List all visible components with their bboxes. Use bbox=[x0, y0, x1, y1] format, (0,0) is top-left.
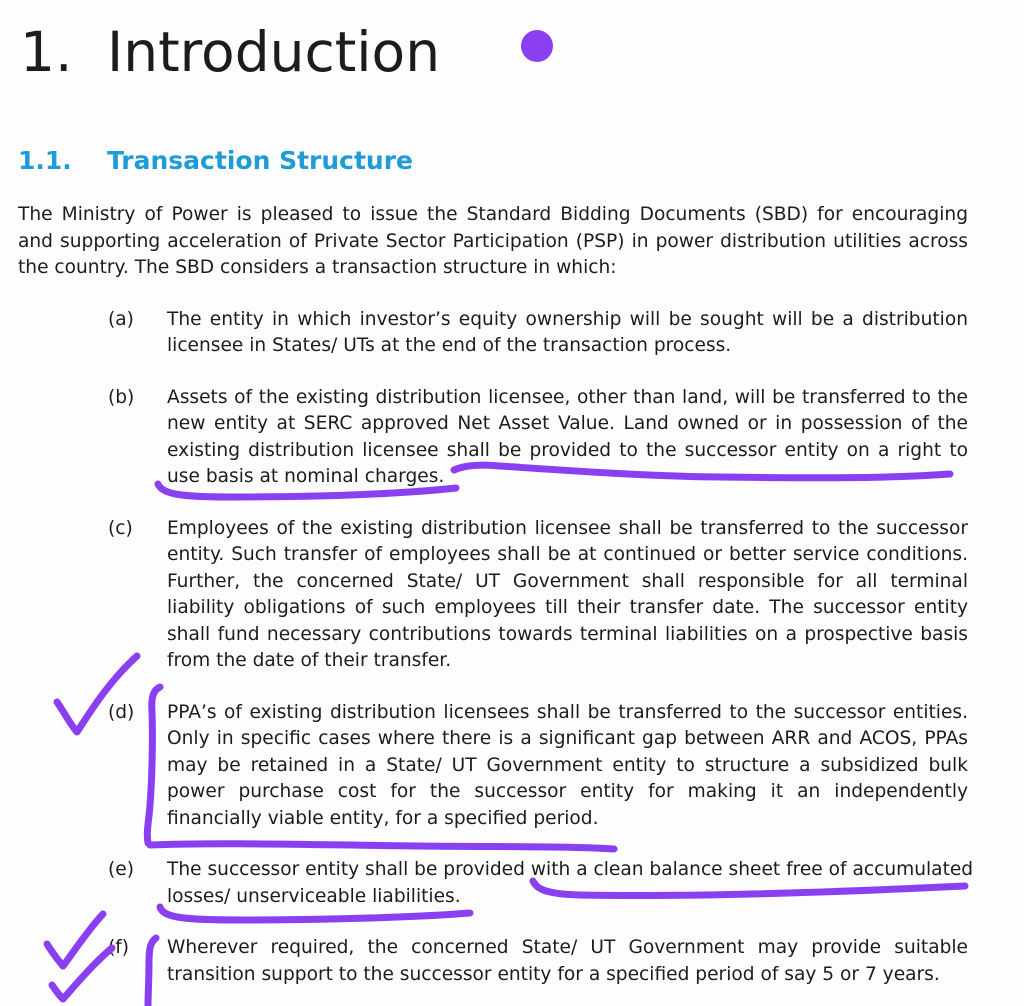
text-line: Only in specific cases where there is a significant gap between ARR and ACOS, PPAs bbox=[167, 728, 968, 749]
text-line: losses/ unserviceable liabilities. bbox=[167, 885, 461, 907]
text-line: existing distribution licensee shall be provided to the successor entity on a right to bbox=[167, 439, 968, 461]
list-item-text bbox=[167, 857, 974, 910]
list-item-text bbox=[167, 385, 968, 491]
text-line: use basis at nominal charges. bbox=[167, 466, 445, 487]
list-item-text bbox=[167, 516, 968, 675]
transaction-structure-list bbox=[108, 307, 974, 1006]
text-line: may be retained in a State/ UT Government entity to structure a subsidized bulk bbox=[167, 754, 968, 776]
list-item bbox=[108, 700, 968, 833]
section-heading bbox=[0, 146, 500, 176]
text-line: Further, the concerned State/ UT Government shall responsible for all terminal bbox=[167, 570, 968, 592]
list-item-label: (c) bbox=[108, 517, 133, 539]
text-line: entity. Such transfer of employees shall be at continued or better service conditions. bbox=[167, 544, 968, 565]
text-line: and supporting acceleration of Private Sector Participation (PSP) in power distribution utilities across bbox=[18, 230, 968, 252]
intro-paragraph bbox=[18, 202, 968, 282]
text-line: power purchase cost for the successor entity for making it an independently bbox=[167, 781, 968, 802]
text-line: Employees of the existing distribution licensee shall be transferred to the successor bbox=[167, 517, 968, 539]
list-item-label: (e) bbox=[108, 859, 134, 880]
text-line: from the date of their transfer. bbox=[167, 650, 452, 671]
text-line: shall fund necessary contributions towards terminal liabilities on a prospective basis bbox=[167, 623, 968, 645]
list-item bbox=[108, 516, 968, 675]
text-line: PPA’s of existing distribution licensees shall be transferred to the successor entities. bbox=[167, 701, 968, 723]
list-item bbox=[108, 857, 974, 910]
list-item-label: (d) bbox=[108, 701, 135, 723]
list-item-label: (b) bbox=[108, 386, 135, 408]
text-line: The Ministry of Power is pleased to issue the Standard Bidding Documents (SBD) for encouraging bbox=[18, 204, 968, 225]
list-item bbox=[108, 307, 968, 360]
text-line: Assets of the existing distribution licensee, other than land, will be transferred to the bbox=[167, 386, 968, 408]
list-item bbox=[108, 385, 968, 491]
text-line: licensee in States/ UTs at the end of the transaction process. bbox=[167, 335, 732, 356]
handwritten-checkmark bbox=[47, 914, 103, 966]
text-line: transition support to the successor entity for a specified period of say 5 or 7 years. bbox=[167, 963, 940, 985]
chapter-heading bbox=[0, 20, 520, 84]
text-line: The successor entity shall be provided with a clean balance sheet free of accumulated bbox=[167, 859, 974, 880]
list-item-label: (f) bbox=[108, 937, 130, 958]
section-title: Transaction Structure bbox=[107, 146, 414, 175]
text-line: financially viable entity, for a specified period. bbox=[167, 807, 599, 829]
list-item-text bbox=[167, 307, 968, 360]
list-item-label: (a) bbox=[108, 308, 134, 330]
list-item-text bbox=[167, 700, 968, 833]
text-line: Wherever required, the concerned State/ UT Government may provide suitable bbox=[167, 937, 968, 958]
list-item-text bbox=[167, 935, 968, 988]
handwritten-checkmark bbox=[52, 948, 112, 999]
text-line: The entity in which investor’s equity ownership will be sought will be a distribution bbox=[167, 308, 968, 330]
section-number: 1.1. bbox=[18, 146, 72, 175]
text-line: new entity at SERC approved Net Asset Value. Land owned or in possession of the bbox=[167, 413, 968, 434]
text-line: the country. The SBD considers a transaction structure in which: bbox=[18, 257, 617, 278]
chapter-number: 1. bbox=[20, 20, 73, 84]
list-item bbox=[108, 935, 968, 988]
text-line: liability obligations of such employees till their transfer date. The successor entity bbox=[167, 597, 968, 618]
handwritten-dot bbox=[521, 30, 553, 62]
chapter-title: Introduction bbox=[107, 20, 441, 84]
